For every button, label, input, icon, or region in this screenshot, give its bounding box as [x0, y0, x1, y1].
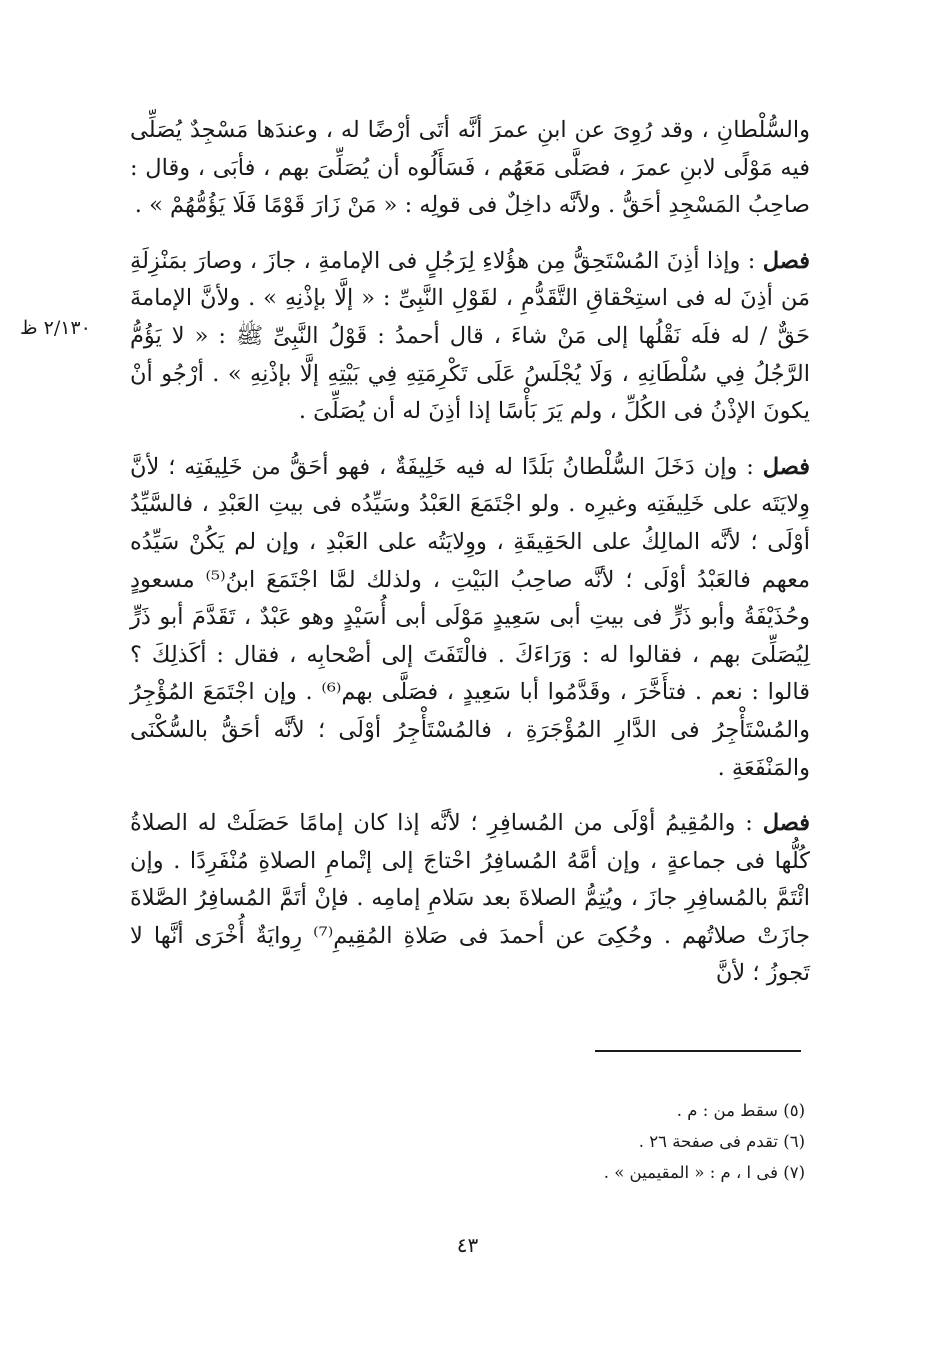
footnotes [500, 1095, 805, 1188]
page-number: ٤٣ [456, 1233, 479, 1257]
paragraph-2-keyword: فصل [762, 247, 810, 274]
paragraph-2-text: : وإذا أذِنَ المُسْتَحِقُّ مِن هؤُلاءِ لِرَجُلٍ فى الإمامةِ ، جازَ ، وصارَ بمَنْزِلَةِ مَن أذِنَ له فى استِحْقاقِ التَّقَدُّمِ ، لقَوْلِ النَّبِىِّ : « إلَّا بإذْنِهِ » . ولأنَّ الإمامةَ حَقٌّ / له فلَه نَقْلُها إلى مَنْ شاءَ ، قال أحمدُ : قَوْلُ النَّبِىِّ ﷺ : « لا يَؤُمُّ الرَّجُلُ فِي سُلْطَانِهِ ، وَلَا يُجْلَسُ عَلَى تَكْرِمَتِهِ فِي بَيْتِهِ إلَّا بإذْنِهِ » . أرْجُو أنْ يكونَ الإذْنُ فى الكُلِّ ، ولم يَرَ بَأْسًا إذا أذِنَ له أن يُصَلِّىَ . [130, 247, 810, 425]
margin-folio-reference: ٢/١٣٠ ظ [20, 317, 91, 339]
footnote-5: (٥) سقط من : م . [676, 1101, 805, 1120]
paragraph-1 [130, 112, 810, 225]
footnote-6: (٦) تقدم فى صفحة ٢٦ . [638, 1132, 805, 1151]
footnote-divider [595, 1050, 801, 1052]
paragraph-1-text: والسُّلْطانِ ، وقد رُوِىَ عن ابنِ عمرَ أنَّه أتَى أرْضًا له ، وعندَها مَسْجِدٌ يُصَلِّى فيه مَوْلًى لابنِ عمرَ ، فصَلَّى مَعَهُم ، فَسَأَلُوه أن يُصَلِّىَ بهم ، فأبَى ، وقال : صاحِبُ المَسْجِدِ أحَقُّ . ولأنَّه داخِلٌ فى قولِه : « مَنْ زَارَ قَوْمًا فَلَا يَؤُمُّهُمْ » . [130, 117, 810, 219]
paragraph-3-text: : وإن دَخَلَ السُّلْطانُ بَلَدًا له فيه خَلِيفَةٌ ، فهو أحَقُّ من خَلِيفَتِه ؛ لأنَّ وِلايَتَه على خَلِيفَتِه وغيرِه . ولو اجْتَمَعَ العَبْدُ وسَيِّدُه فى بيتِ العَبْدِ ، فالسَّيِّدُ أوْلَى ؛ لأنَّه المالِكُ على الحَقِيقَةِ ، ووِلايَتُه على العَبْدِ ، وإن لم يَكُنْ سَيِّدُه معهم فالعَبْدُ أوْلَى ؛ لأنَّه صاحِبُ البَيْتِ ، ولذلك لمَّا اجْتَمَعَ ابنُ⁽⁵⁾ مسعودٍ وحُذَيْفَةُ وأبو ذَرٍّ فى بيتِ أبى سَعِيدٍ مَوْلَى أبى أُسَيْدٍ وهو عَبْدٌ ، تَقَدَّمَ أبو ذَرٍّ لِيُصَلِّىَ بهم ، فقالوا له : وَرَاءَكَ . فالْتَفَتَ إلى أصْحابِه ، فقال : أكَذلِكَ ؟ قالوا : نعم . فتأَخَّرَ ، وقَدَّمُوا أبا سَعِيدٍ ، فصَلَّى بهم⁽⁶⁾ . وإن اجْتَمَعَ المُؤْجِرُ والمُسْتَأْجِرُ فى الدَّارِ المُؤْجَرَةِ ، فالمُسْتَأْجِرُ أوْلَى ؛ لأنَّه أحَقُّ بالسُّكْنَى والمَنْفَعَةِ . [130, 453, 810, 781]
paragraph-3 [130, 449, 810, 787]
paragraph-2 [130, 243, 810, 431]
paragraph-4-keyword: فصل [762, 810, 810, 837]
footnote-7: (٧) فى ا ، م : « المقيمين » . [603, 1163, 805, 1182]
main-text-column [130, 112, 810, 1011]
paragraph-3-keyword: فصل [762, 453, 810, 480]
paragraph-4 [130, 805, 810, 993]
paragraph-4-text: : والمُقِيمُ أوْلَى من المُسافِرِ ؛ لأنَّه إذا كان إمامًا حَصَلَتْ له الصلاةُ كُلُّها فى جماعةٍ ، وإن أمَّهُ المُسافِرُ احْتاجَ إلى إتْمامِ الصلاةِ مُنْفَرِدًا . وإن ائْتَمَّ بالمُسافِرِ جازَ ، ويُتِمُّ الصلاةَ بعد سَلامِ إمامِه . فإنْ أتَمَّ المُسافِرُ الصَّلاةَ جازَتْ صلاتُهم . وحُكِىَ عن أحمدَ فى صَلاةِ المُقِيمِ⁽⁷⁾ رِوايَةٌ أُخْرَى أنَّها لا تَجوزُ ؛ لأنَّ [130, 810, 811, 987]
